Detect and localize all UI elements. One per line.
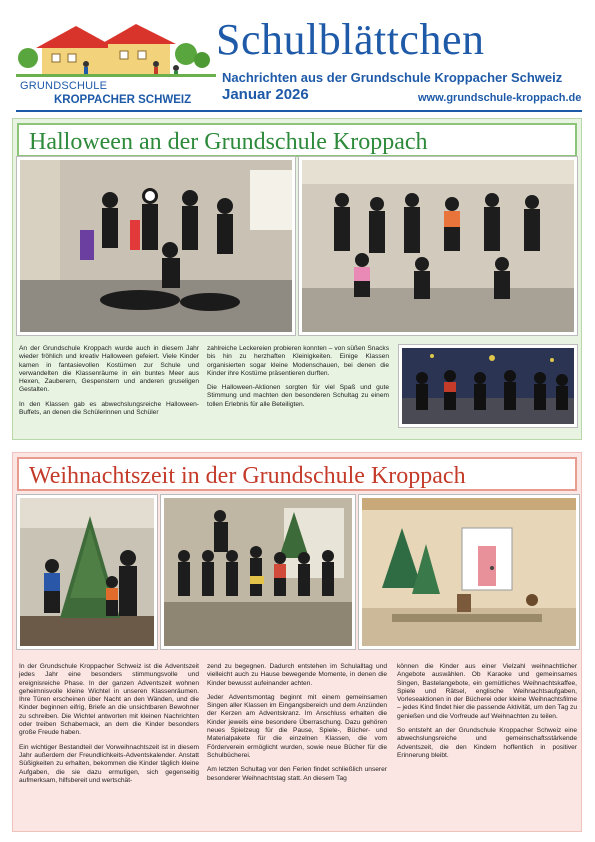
- halloween-group-photo: [299, 157, 577, 335]
- school-logo: [16, 18, 216, 108]
- newsletter-subtitle: Nachrichten aus der Grundschule Kroppacher Schweiz: [222, 70, 563, 85]
- halloween-party-photo: [399, 345, 577, 427]
- website-link[interactable]: www.grundschule-kroppach.de: [418, 92, 582, 104]
- halloween-heading: Halloween an der Grundschule Kroppach: [17, 123, 577, 157]
- christmas-tree-photo: [17, 495, 157, 649]
- paragraph: In der Grundschule Kroppacher Schweiz ist die Adventszeit jedes Jahr eine besonders stimmungsvolle und ereignisreiche Phase. In der ganzen Adventszeit wohnen geheimnisvolle kleine Wichtel in unseren Klassenräumen. Ihre Türen erscheinen über Nacht an den Wänden, und die Kinder beginnen eifrig, Briefe an die unsichtbaren Bewohner zu schreiben. Die Wichtel antworten mit kleinen Nachrichten oder treiben Schabernack, an dem die Kinder besonders große Freude haben.: [19, 663, 199, 737]
- logo-location-label: KROPPACHER SCHWEIZ: [54, 94, 192, 106]
- halloween-section: [12, 118, 582, 440]
- paragraph: Die Halloween-Aktionen sorgten für viel Spaß und gute Stimmung und machten den besonderen Schultag zu einem tollen Erlebnis für alle Beteiligten.: [207, 384, 389, 408]
- halloween-class-photo: [17, 157, 295, 335]
- paragraph: Am letzten Schultag vor den Ferien findet schließlich unserer besonderer Weihnachtstag statt. An diesem Tag: [207, 766, 387, 782]
- paragraph: Ein wichtiger Bestandteil der Vorweihnachtszeit ist in diesem Jahr außerdem der Freundlichkeits-Adventskalender. Anstatt Süßigkeiten zu erhalten, bekommen die Kinder täglich kleine Aufgaben, die sie dazu ermutigen, sich gegenseitig aufmerksam, hilfsbereit und wertschät-: [19, 743, 199, 784]
- issue-date: Januar 2026: [222, 86, 309, 103]
- christmas-class-photo: [161, 495, 355, 649]
- paragraph: In den Klassen gab es abwechslungsreiche Halloween-Buffets, an denen die Schülerinnen und Schüler: [19, 400, 199, 417]
- christmas-heading: Weihnachtszeit in der Grundschule Kroppach: [17, 457, 577, 491]
- paragraph: An der Grundschule Kroppach wurde auch in diesem Jahr wieder fröhlich und kreativ Halloween gefeiert. Viele Kinder kamen in fantasievollen Kostümen zur Schule und verwandelten die Klassenräume in ein buntes Meer aus Hexen, Zauberern, Gespenstern und anderen gruseligen Gestalten.: [19, 345, 199, 394]
- header-divider: [16, 110, 582, 112]
- newsletter-title: Schulblättchen: [216, 15, 485, 64]
- halloween-text-column-1: [19, 345, 199, 423]
- paragraph: So entsteht an der Grundschule Kroppacher Schweiz eine abwechslungsreiche und gemeinschaftsstärkende Adventszeit, die den Kindern hoffentlich in positiver Erinnerung bleibt.: [397, 727, 577, 759]
- halloween-text-column-2: [207, 345, 389, 415]
- paragraph: zahlreiche Leckereien probieren konnten – von süßen Snacks bis hin zu herzhaften Kleinigkeiten. Einige Klassen organisierten sogar kleine Modenschauen, bei denen die Kinder ihre Kostüme präsentieren durften.: [207, 345, 389, 377]
- paragraph: können die Kinder aus einer Vielzahl weihnachtlicher Angebote auswählen. Ob Karaoke und gemeinsames Singen, Bastelangebote, ein gemütliches Weihnachtskaffee, Spiele und Rätsel, englische Weihnachtsaufgaben, Vorleseaktionen in der Bücherei oder kleine Weihnachtsfilme – jedes Kind findet hier die passende Aktivität, um den Tag zu genießen und die Vorfreude auf Weihnachten zu teilen.: [397, 663, 577, 720]
- paragraph: zend zu begegnen. Dadurch entstehen im Schulalltag und vielleicht auch zu Hause bewegende Momente, in denen die Kinder bewusst aufeinander achten.: [207, 663, 387, 687]
- school-logo-icon: [16, 18, 216, 80]
- christmas-text-column-1: [19, 663, 199, 791]
- logo-school-label: GRUNDSCHULE: [20, 80, 108, 92]
- christmas-text-column-2: [207, 663, 387, 789]
- wichtel-door-photo: [359, 495, 579, 649]
- christmas-text-column-3: [397, 663, 577, 766]
- paragraph: Jeder Adventsmontag beginnt mit einem gemeinsamen Singen aller Klassen im Eingangsbereich und dem Anzünden der Kerzen am Adventskranz. Im Anschluss erhalten die Kinder jeweils eine besondere Überraschung. Dazu gehören neues Spielzeug für die Pause, Spiele-, Bücher- und Materialpakete für die einzelnen Klassen, die vom Förderverein ermöglicht wurden, sowie neue Bücher für die Schulbücherei.: [207, 693, 387, 759]
- christmas-section: [12, 452, 582, 832]
- newsletter-header: [0, 0, 595, 112]
